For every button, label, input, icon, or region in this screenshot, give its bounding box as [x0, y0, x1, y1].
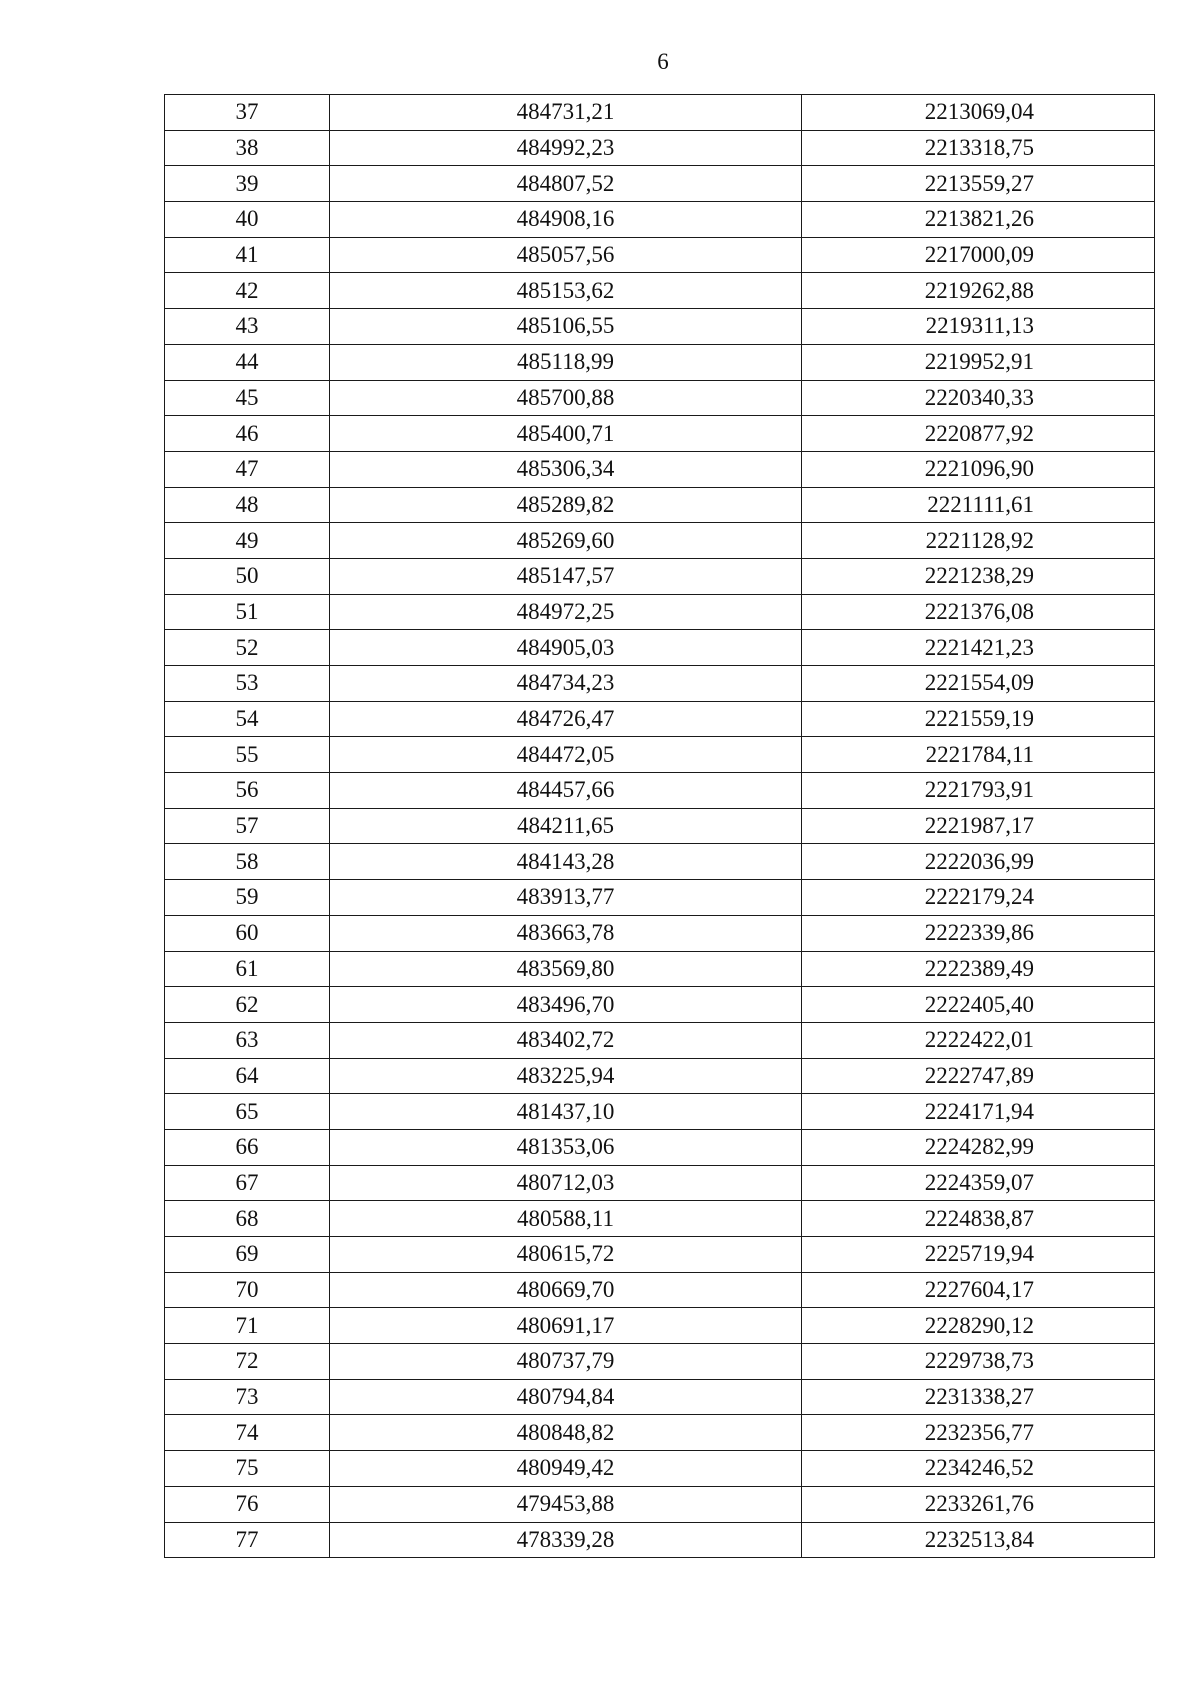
- point-number-cell: 42: [165, 273, 330, 309]
- table-row: [165, 1272, 1155, 1308]
- x-coordinate-cell: 484734,23: [330, 666, 802, 702]
- point-number-cell: 41: [165, 237, 330, 273]
- point-number-cell: 77: [165, 1522, 330, 1558]
- y-coordinate-cell: 2219952,91: [802, 344, 1155, 380]
- x-coordinate-cell: 485147,57: [330, 558, 802, 594]
- table-row: [165, 558, 1155, 594]
- table-row: [165, 880, 1155, 916]
- x-coordinate-cell: 485106,55: [330, 309, 802, 345]
- point-number-cell: 52: [165, 630, 330, 666]
- x-coordinate-cell: 480737,79: [330, 1344, 802, 1380]
- y-coordinate-cell: 2232356,77: [802, 1415, 1155, 1451]
- y-coordinate-cell: 2213821,26: [802, 202, 1155, 238]
- y-coordinate-cell: 2229738,73: [802, 1344, 1155, 1380]
- y-coordinate-cell: 2222422,01: [802, 1022, 1155, 1058]
- x-coordinate-cell: 479453,88: [330, 1486, 802, 1522]
- y-coordinate-cell: 2222339,86: [802, 915, 1155, 951]
- y-coordinate-cell: 2221554,09: [802, 666, 1155, 702]
- table-row: [165, 666, 1155, 702]
- y-coordinate-cell: 2217000,09: [802, 237, 1155, 273]
- point-number-cell: 67: [165, 1165, 330, 1201]
- x-coordinate-cell: 484726,47: [330, 701, 802, 737]
- table-row: [165, 594, 1155, 630]
- x-coordinate-cell: 485289,82: [330, 487, 802, 523]
- table-row: [165, 1058, 1155, 1094]
- y-coordinate-cell: 2222747,89: [802, 1058, 1155, 1094]
- y-coordinate-cell: 2213559,27: [802, 166, 1155, 202]
- table-row: [165, 630, 1155, 666]
- x-coordinate-cell: 481437,10: [330, 1094, 802, 1130]
- y-coordinate-cell: 2221559,19: [802, 701, 1155, 737]
- x-coordinate-cell: 483913,77: [330, 880, 802, 916]
- x-coordinate-cell: 485057,56: [330, 237, 802, 273]
- point-number-cell: 66: [165, 1129, 330, 1165]
- point-number-cell: 45: [165, 380, 330, 416]
- point-number-cell: 38: [165, 130, 330, 166]
- y-coordinate-cell: 2213069,04: [802, 95, 1155, 131]
- table-row: [165, 987, 1155, 1023]
- table-row: [165, 1379, 1155, 1415]
- x-coordinate-cell: 485118,99: [330, 344, 802, 380]
- table-row: [165, 1486, 1155, 1522]
- point-number-cell: 46: [165, 416, 330, 452]
- x-coordinate-cell: 483225,94: [330, 1058, 802, 1094]
- point-number-cell: 60: [165, 915, 330, 951]
- point-number-cell: 44: [165, 344, 330, 380]
- x-coordinate-cell: 483569,80: [330, 951, 802, 987]
- point-number-cell: 69: [165, 1237, 330, 1273]
- y-coordinate-cell: 2227604,17: [802, 1272, 1155, 1308]
- table-row: [165, 1344, 1155, 1380]
- y-coordinate-cell: 2221238,29: [802, 558, 1155, 594]
- x-coordinate-cell: 480691,17: [330, 1308, 802, 1344]
- table-row: [165, 1129, 1155, 1165]
- point-number-cell: 63: [165, 1022, 330, 1058]
- y-coordinate-cell: 2233261,76: [802, 1486, 1155, 1522]
- y-coordinate-cell: 2224171,94: [802, 1094, 1155, 1130]
- y-coordinate-cell: 2221111,61: [802, 487, 1155, 523]
- y-coordinate-cell: 2221096,90: [802, 451, 1155, 487]
- y-coordinate-cell: 2221376,08: [802, 594, 1155, 630]
- point-number-cell: 73: [165, 1379, 330, 1415]
- point-number-cell: 47: [165, 451, 330, 487]
- y-coordinate-cell: 2222036,99: [802, 844, 1155, 880]
- point-number-cell: 71: [165, 1308, 330, 1344]
- point-number-cell: 58: [165, 844, 330, 880]
- table-row: [165, 701, 1155, 737]
- x-coordinate-cell: 480615,72: [330, 1237, 802, 1273]
- point-number-cell: 54: [165, 701, 330, 737]
- table-row: [165, 808, 1155, 844]
- y-coordinate-cell: 2220340,33: [802, 380, 1155, 416]
- x-coordinate-cell: 485400,71: [330, 416, 802, 452]
- point-number-cell: 74: [165, 1415, 330, 1451]
- x-coordinate-cell: 485306,34: [330, 451, 802, 487]
- table-row: [165, 1237, 1155, 1273]
- x-coordinate-cell: 485269,60: [330, 523, 802, 559]
- x-coordinate-cell: 480794,84: [330, 1379, 802, 1415]
- point-number-cell: 49: [165, 523, 330, 559]
- point-number-cell: 43: [165, 309, 330, 345]
- point-number-cell: 48: [165, 487, 330, 523]
- table-row: [165, 1022, 1155, 1058]
- table-row: [165, 95, 1155, 131]
- table-row: [165, 1522, 1155, 1558]
- table-row: [165, 309, 1155, 345]
- x-coordinate-cell: 483402,72: [330, 1022, 802, 1058]
- point-number-cell: 50: [165, 558, 330, 594]
- point-number-cell: 37: [165, 95, 330, 131]
- x-coordinate-cell: 484905,03: [330, 630, 802, 666]
- y-coordinate-cell: 2221128,92: [802, 523, 1155, 559]
- y-coordinate-cell: 2225719,94: [802, 1237, 1155, 1273]
- point-number-cell: 51: [165, 594, 330, 630]
- page-number: 6: [657, 49, 669, 74]
- y-coordinate-cell: 2222405,40: [802, 987, 1155, 1023]
- table-row: [165, 915, 1155, 951]
- point-number-cell: 39: [165, 166, 330, 202]
- x-coordinate-cell: 484992,23: [330, 130, 802, 166]
- y-coordinate-cell: 2221987,17: [802, 808, 1155, 844]
- table-row: [165, 1165, 1155, 1201]
- x-coordinate-cell: 483663,78: [330, 915, 802, 951]
- table-row: [165, 130, 1155, 166]
- point-number-cell: 68: [165, 1201, 330, 1237]
- coordinates-table-body: [165, 95, 1155, 1558]
- y-coordinate-cell: 2231338,27: [802, 1379, 1155, 1415]
- y-coordinate-cell: 2219262,88: [802, 273, 1155, 309]
- x-coordinate-cell: 480588,11: [330, 1201, 802, 1237]
- table-row: [165, 344, 1155, 380]
- x-coordinate-cell: 484908,16: [330, 202, 802, 238]
- x-coordinate-cell: 478339,28: [330, 1522, 802, 1558]
- table-row: [165, 1094, 1155, 1130]
- y-coordinate-cell: 2224359,07: [802, 1165, 1155, 1201]
- point-number-cell: 61: [165, 951, 330, 987]
- x-coordinate-cell: 484807,52: [330, 166, 802, 202]
- point-number-cell: 59: [165, 880, 330, 916]
- table-row: [165, 523, 1155, 559]
- y-coordinate-cell: 2224838,87: [802, 1201, 1155, 1237]
- y-coordinate-cell: 2219311,13: [802, 309, 1155, 345]
- table-row: [165, 844, 1155, 880]
- table-row: [165, 487, 1155, 523]
- x-coordinate-cell: 484731,21: [330, 95, 802, 131]
- table-row: [165, 237, 1155, 273]
- x-coordinate-cell: 485153,62: [330, 273, 802, 309]
- x-coordinate-cell: 484211,65: [330, 808, 802, 844]
- y-coordinate-cell: 2222179,24: [802, 880, 1155, 916]
- table-row: [165, 166, 1155, 202]
- table-row: [165, 273, 1155, 309]
- y-coordinate-cell: 2221421,23: [802, 630, 1155, 666]
- y-coordinate-cell: 2221793,91: [802, 773, 1155, 809]
- point-number-cell: 72: [165, 1344, 330, 1380]
- x-coordinate-cell: 480949,42: [330, 1451, 802, 1487]
- y-coordinate-cell: 2213318,75: [802, 130, 1155, 166]
- point-number-cell: 53: [165, 666, 330, 702]
- y-coordinate-cell: 2224282,99: [802, 1129, 1155, 1165]
- table-row: [165, 951, 1155, 987]
- x-coordinate-cell: 480848,82: [330, 1415, 802, 1451]
- point-number-cell: 70: [165, 1272, 330, 1308]
- point-number-cell: 57: [165, 808, 330, 844]
- x-coordinate-cell: 480669,70: [330, 1272, 802, 1308]
- table-row: [165, 1308, 1155, 1344]
- point-number-cell: 55: [165, 737, 330, 773]
- x-coordinate-cell: 484457,66: [330, 773, 802, 809]
- point-number-cell: 75: [165, 1451, 330, 1487]
- x-coordinate-cell: 484143,28: [330, 844, 802, 880]
- y-coordinate-cell: 2232513,84: [802, 1522, 1155, 1558]
- table-row: [165, 451, 1155, 487]
- x-coordinate-cell: 484472,05: [330, 737, 802, 773]
- point-number-cell: 40: [165, 202, 330, 238]
- point-number-cell: 64: [165, 1058, 330, 1094]
- table-row: [165, 416, 1155, 452]
- coordinates-table: [164, 94, 1155, 1558]
- x-coordinate-cell: 480712,03: [330, 1165, 802, 1201]
- table-row: [165, 773, 1155, 809]
- y-coordinate-cell: 2221784,11: [802, 737, 1155, 773]
- table-row: [165, 1415, 1155, 1451]
- y-coordinate-cell: 2234246,52: [802, 1451, 1155, 1487]
- table-row: [165, 1201, 1155, 1237]
- x-coordinate-cell: 483496,70: [330, 987, 802, 1023]
- point-number-cell: 76: [165, 1486, 330, 1522]
- point-number-cell: 62: [165, 987, 330, 1023]
- table-row: [165, 737, 1155, 773]
- table-row: [165, 1451, 1155, 1487]
- y-coordinate-cell: 2228290,12: [802, 1308, 1155, 1344]
- point-number-cell: 65: [165, 1094, 330, 1130]
- point-number-cell: 56: [165, 773, 330, 809]
- x-coordinate-cell: 481353,06: [330, 1129, 802, 1165]
- y-coordinate-cell: 2222389,49: [802, 951, 1155, 987]
- table-row: [165, 380, 1155, 416]
- y-coordinate-cell: 2220877,92: [802, 416, 1155, 452]
- x-coordinate-cell: 484972,25: [330, 594, 802, 630]
- x-coordinate-cell: 485700,88: [330, 380, 802, 416]
- table-row: [165, 202, 1155, 238]
